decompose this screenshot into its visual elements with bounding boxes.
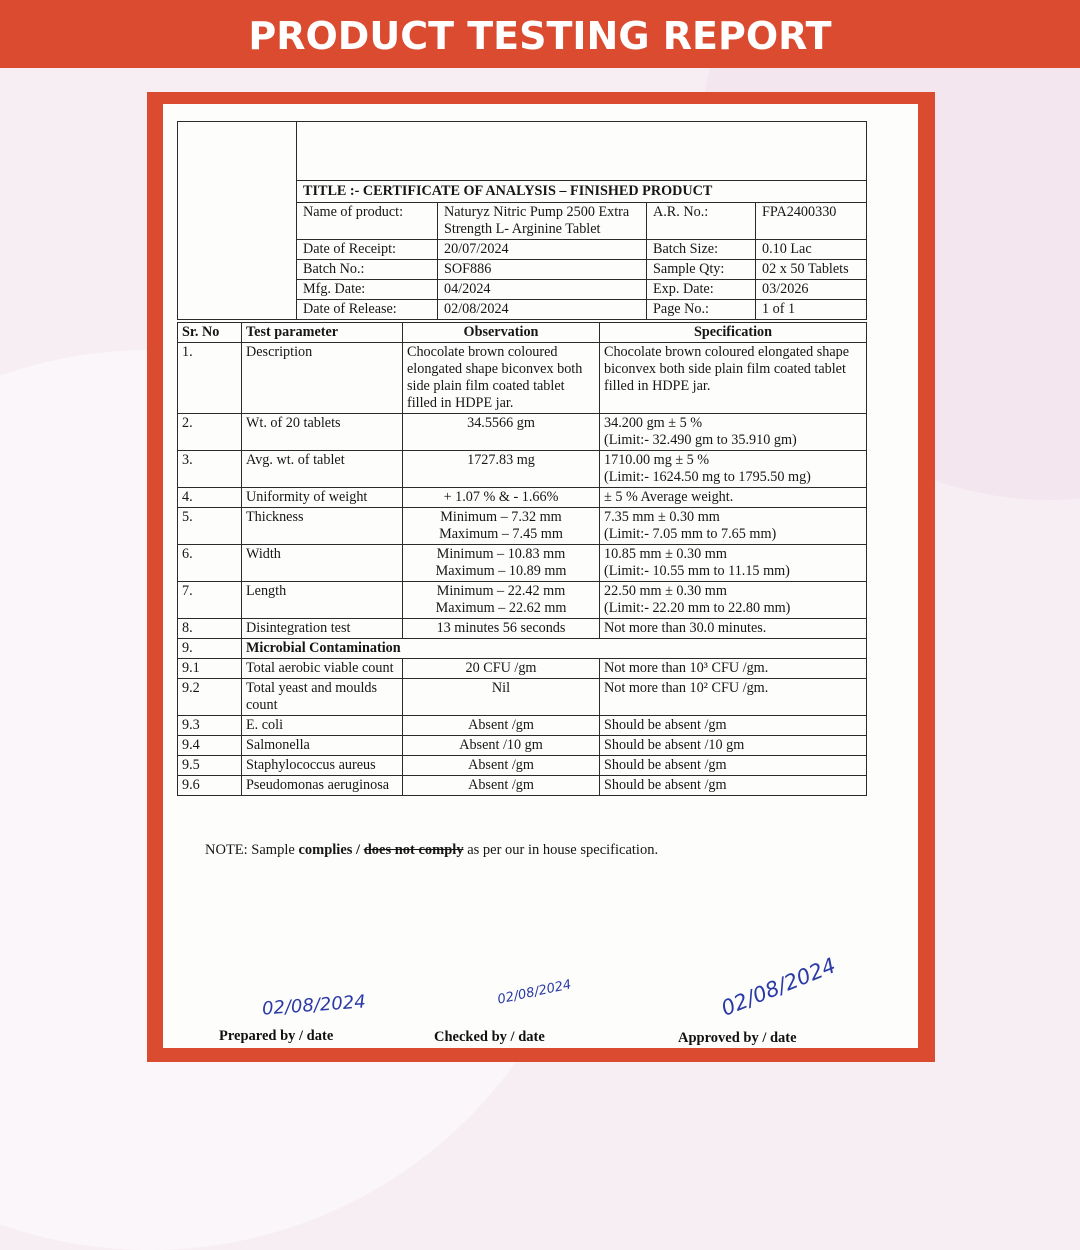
checked-signature: 02/08/2024 — [496, 977, 573, 1008]
cell-specification: Not more than 10² CFU /gm. — [600, 679, 867, 716]
approved-by-label: Approved by / date — [678, 1030, 797, 1046]
table-row — [178, 736, 867, 756]
cell-specification: Chocolate brown coloured elongated shape biconvex both side plain film coated tablet filled in HDPE jar. — [600, 343, 867, 414]
prepared-signature: 02/08/2024 — [261, 991, 367, 1020]
cell-sr: 9. — [178, 639, 242, 659]
approved-signature: 02/08/2024 — [717, 953, 840, 1021]
cell-param: Salmonella — [242, 736, 403, 756]
cell-observation: Absent /gm — [403, 756, 600, 776]
receipt-label: Date of Receipt: — [297, 240, 438, 260]
results-table — [177, 322, 867, 796]
release-value: 02/08/2024 — [438, 300, 647, 320]
sample-qty-label: Sample Qty: — [647, 260, 756, 280]
cell-sr: 9.1 — [178, 659, 242, 679]
mfg-label: Mfg. Date: — [297, 280, 438, 300]
table-row — [178, 679, 867, 716]
cell-specification: 7.35 mm ± 0.30 mm (Limit:- 7.05 mm to 7.65 mm) — [600, 508, 867, 545]
name-value: Naturyz Nitric Pump 2500 Extra Strength L- Arginine Tablet — [438, 203, 647, 240]
product-info — [297, 203, 866, 319]
col-header-specification: Specification — [600, 323, 867, 343]
table-row — [178, 582, 867, 619]
cell-param: Length — [242, 582, 403, 619]
table-row — [178, 639, 867, 659]
certificate-title: TITLE :- CERTIFICATE OF ANALYSIS – FINISHED PRODUCT — [297, 181, 866, 203]
batch-no-value: SOF886 — [438, 260, 647, 280]
cell-observation: 20 CFU /gm — [403, 659, 600, 679]
cell-specification: Should be absent /gm — [600, 756, 867, 776]
cell-specification: Should be absent /gm — [600, 776, 867, 796]
cell-observation: Absent /gm — [403, 776, 600, 796]
cell-observation: Minimum – 7.32 mm Maximum – 7.45 mm — [403, 508, 600, 545]
note-complies: complies / — [298, 842, 361, 858]
cell-param: Thickness — [242, 508, 403, 545]
cell-param: Total yeast and moulds count — [242, 679, 403, 716]
table-row — [178, 508, 867, 545]
receipt-value: 20/07/2024 — [438, 240, 647, 260]
table-row — [178, 545, 867, 582]
cell-param: Width — [242, 545, 403, 582]
cell-specification: 34.200 gm ± 5 % (Limit:- 32.490 gm to 35.910 gm) — [600, 414, 867, 451]
cell-specification: Should be absent /10 gm — [600, 736, 867, 756]
cell-param: Description — [242, 343, 403, 414]
cell-observation: 34.5566 gm — [403, 414, 600, 451]
cell-sr: 7. — [178, 582, 242, 619]
col-header-param: Test parameter — [242, 323, 403, 343]
cell-section-title: Microbial Contamination — [242, 639, 867, 659]
cell-observation: Absent /10 gm — [403, 736, 600, 756]
cell-sr: 1. — [178, 343, 242, 414]
ar-value: FPA2400330 — [762, 204, 837, 220]
cell-param: Staphylococcus aureus — [242, 756, 403, 776]
cell-sr: 9.2 — [178, 679, 242, 716]
cell-param: Avg. wt. of tablet — [242, 451, 403, 488]
cell-sr: 6. — [178, 545, 242, 582]
table-row — [178, 716, 867, 736]
header-table — [177, 121, 867, 320]
cell-specification: 10.85 mm ± 0.30 mm (Limit:- 10.55 mm to 11.15 mm) — [600, 545, 867, 582]
page-label: Page No.: — [647, 300, 756, 320]
cell-sr: 4. — [178, 488, 242, 508]
cell-specification: 22.50 mm ± 0.30 mm (Limit:- 22.20 mm to 22.80 mm) — [600, 582, 867, 619]
certificate — [177, 121, 867, 796]
ar-label: A.R. No.: — [647, 203, 756, 240]
note-strike: does not comply — [363, 842, 464, 858]
table-row — [178, 414, 867, 451]
note — [205, 842, 658, 859]
checked-by-label: Checked by / date — [434, 1029, 545, 1045]
cell-specification: 1710.00 mg ± 5 % (Limit:- 1624.50 mg to 1795.50 mg) — [600, 451, 867, 488]
table-row — [178, 756, 867, 776]
batch-no-label: Batch No.: — [297, 260, 438, 280]
cell-specification: Not more than 30.0 minutes. — [600, 619, 867, 639]
prepared-by-label: Prepared by / date — [219, 1028, 334, 1044]
table-row — [178, 619, 867, 639]
mfg-value: 04/2024 — [438, 280, 647, 300]
col-header-sr: Sr. No — [178, 323, 242, 343]
name-label: Name of product: — [297, 203, 438, 240]
cell-observation: Nil — [403, 679, 600, 716]
table-row — [178, 776, 867, 796]
cell-sr: 3. — [178, 451, 242, 488]
page-value: 1 of 1 — [762, 301, 796, 317]
cell-sr: 5. — [178, 508, 242, 545]
cell-sr: 9.5 — [178, 756, 242, 776]
table-row — [178, 343, 867, 414]
batch-size-value: 0.10 Lac — [762, 241, 812, 257]
table-row — [178, 488, 867, 508]
banner-title: PRODUCT TESTING REPORT — [0, 0, 1080, 68]
batch-size-label: Batch Size: — [647, 240, 756, 260]
cell-param: Uniformity of weight — [242, 488, 403, 508]
exp-label: Exp. Date: — [647, 280, 756, 300]
cell-sr: 2. — [178, 414, 242, 451]
cell-observation: 13 minutes 56 seconds — [403, 619, 600, 639]
cell-sr: 9.6 — [178, 776, 242, 796]
table-row — [178, 659, 867, 679]
cell-observation: Chocolate brown coloured elongated shape biconvex both side plain film coated tablet filled in HDPE jar. — [403, 343, 600, 414]
cell-sr: 8. — [178, 619, 242, 639]
exp-value: 03/2026 — [762, 281, 809, 297]
cell-sr: 9.3 — [178, 716, 242, 736]
cell-specification: Should be absent /gm — [600, 716, 867, 736]
cell-observation: Minimum – 10.83 mm Maximum – 10.89 mm — [403, 545, 600, 582]
cell-specification: ± 5 % Average weight. — [600, 488, 867, 508]
cell-observation: 1727.83 mg — [403, 451, 600, 488]
note-prefix: NOTE: Sample — [205, 842, 299, 858]
col-header-observation: Observation — [403, 323, 600, 343]
cell-param: Wt. of 20 tablets — [242, 414, 403, 451]
cell-param: Pseudomonas aeruginosa — [242, 776, 403, 796]
sample-qty-value: 02 x 50 Tablets — [762, 261, 849, 277]
table-row — [178, 451, 867, 488]
cell-param: Total aerobic viable count — [242, 659, 403, 679]
cell-observation: Minimum – 22.42 mm Maximum – 22.62 mm — [403, 582, 600, 619]
cell-param: Disintegration test — [242, 619, 403, 639]
cell-sr: 9.4 — [178, 736, 242, 756]
cell-observation: + 1.07 % & - 1.66% — [403, 488, 600, 508]
note-suffix: as per our in house specification. — [463, 842, 659, 858]
cell-specification: Not more than 10³ CFU /gm. — [600, 659, 867, 679]
release-label: Date of Release: — [297, 300, 438, 320]
cell-param: E. coli — [242, 716, 403, 736]
cell-observation: Absent /gm — [403, 716, 600, 736]
